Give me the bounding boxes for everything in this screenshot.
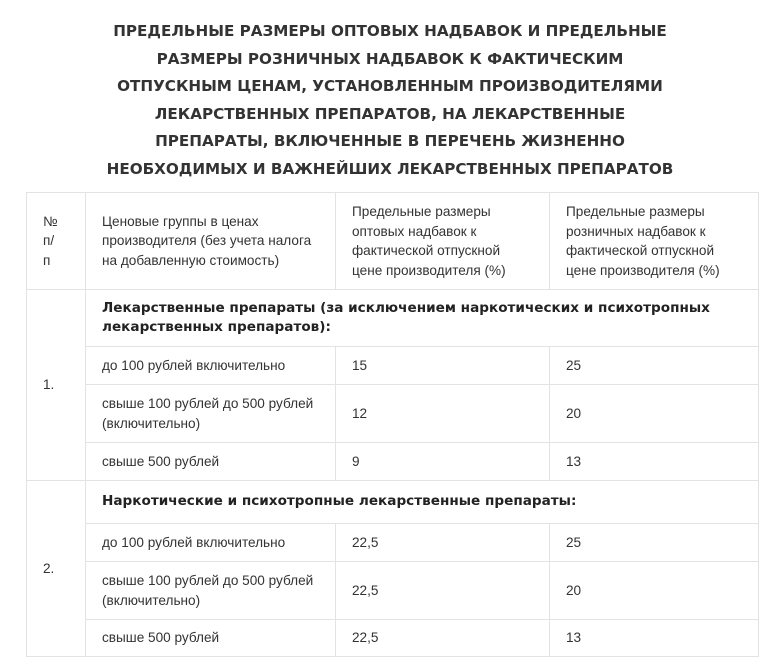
group-title-row — [27, 290, 759, 347]
wholesale-cell: 9 — [336, 443, 550, 481]
header-number-line: п — [43, 252, 51, 268]
retail-cell: 25 — [550, 524, 759, 562]
group-title: Наркотические и психотропные лекарственные препараты: — [86, 481, 759, 524]
price-range-cell: свыше 500 рублей — [86, 443, 336, 481]
table-row — [27, 562, 759, 620]
group-number: 2. — [27, 481, 86, 657]
wholesale-cell: 12 — [336, 385, 550, 443]
header-number — [27, 193, 86, 290]
title-line: ОТПУСКНЫМ ЦЕНАМ, УСТАНОВЛЕННЫМ ПРОИЗВОДИТЕЛЯМИ — [117, 77, 663, 95]
retail-cell: 20 — [550, 562, 759, 620]
retail-cell: 13 — [550, 443, 759, 481]
title-line: ПРЕПАРАТЫ, ВКЛЮЧЕННЫЕ В ПЕРЕЧЕНЬ ЖИЗНЕННО — [155, 132, 625, 150]
document-title — [40, 18, 740, 183]
price-range-cell: до 100 рублей включительно — [86, 347, 336, 385]
group-number: 1. — [27, 290, 86, 481]
price-range-cell: свыше 100 рублей до 500 рублей (включительно) — [86, 562, 336, 620]
header-number-line: № — [43, 213, 58, 229]
header-price-group: Ценовые группы в ценах производителя (без учета налога на добавленную стоимость) — [86, 193, 336, 290]
table-row — [27, 443, 759, 481]
title-line: ЛЕКАРСТВЕННЫХ ПРЕПАРАТОВ, НА ЛЕКАРСТВЕННЫЕ — [154, 104, 626, 123]
wholesale-cell: 22,5 — [336, 562, 550, 620]
table-row — [27, 524, 759, 562]
table-row — [27, 347, 759, 385]
retail-cell: 13 — [550, 620, 759, 657]
price-range-cell: свыше 100 рублей до 500 рублей (включительно) — [86, 385, 336, 443]
price-range-cell: свыше 500 рублей — [86, 620, 336, 657]
table-row — [27, 385, 759, 443]
header-number-line: п/ — [43, 233, 55, 249]
table-header-row — [27, 193, 759, 290]
wholesale-cell: 15 — [336, 347, 550, 385]
group-title: Лекарственные препараты (за исключением наркотических и психотропных лекарственных препаратов): — [86, 290, 759, 347]
retail-cell: 25 — [550, 347, 759, 385]
header-wholesale: Предельные размеры оптовых надбавок к фактической отпускной цене производителя (%) — [336, 193, 550, 290]
table-row — [27, 620, 759, 657]
wholesale-cell: 22,5 — [336, 524, 550, 562]
group-title-row — [27, 481, 759, 524]
title-line: НЕОБХОДИМЫХ И ВАЖНЕЙШИХ ЛЕКАРСТВЕННЫХ ПРЕПАРАТОВ — [106, 159, 674, 178]
title-line: ПРЕДЕЛЬНЫЕ РАЗМЕРЫ ОПТОВЫХ НАДБАВОК И ПРЕДЕЛЬНЫЕ — [113, 22, 667, 40]
markup-table — [26, 192, 759, 657]
retail-cell: 20 — [550, 385, 759, 443]
wholesale-cell: 22,5 — [336, 620, 550, 657]
header-retail: Предельные размеры розничных надбавок к фактической отпускной цене производителя (%) — [550, 193, 759, 290]
price-range-cell: до 100 рублей включительно — [86, 524, 336, 562]
title-line: РАЗМЕРЫ РОЗНИЧНЫХ НАДБАВОК К ФАКТИЧЕСКИМ — [156, 49, 624, 68]
